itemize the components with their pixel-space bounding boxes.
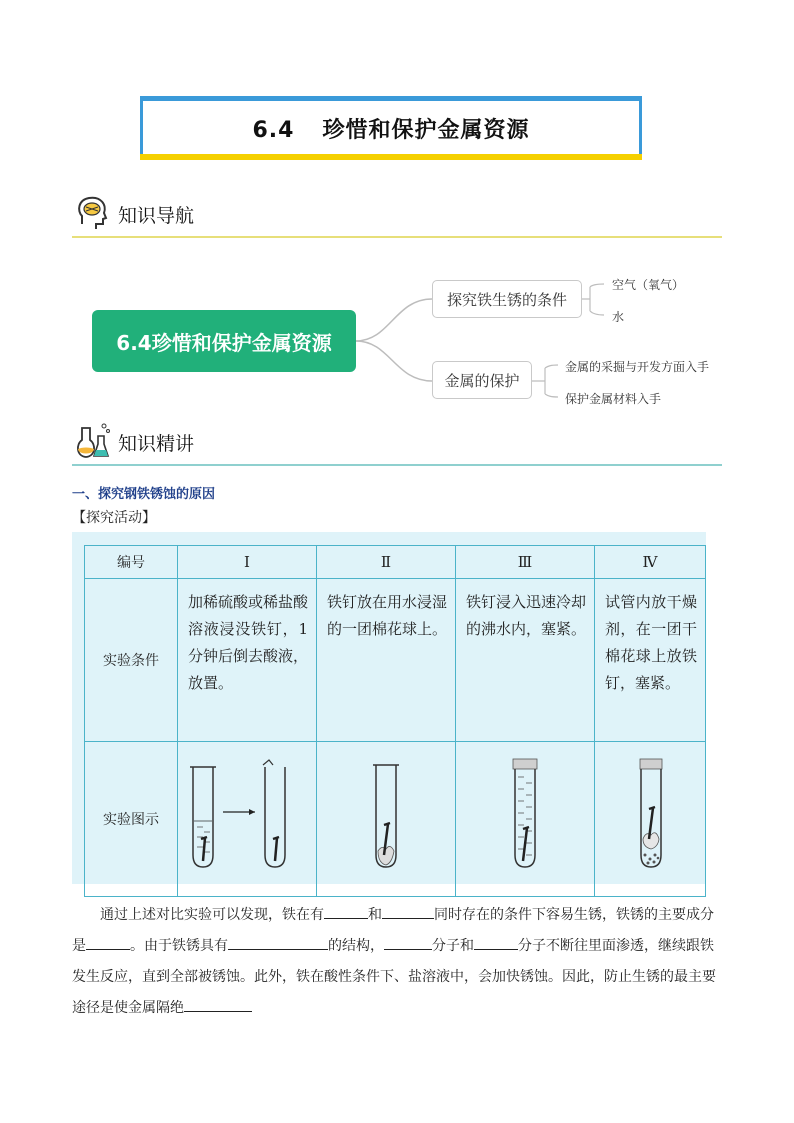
lab-flasks-icon (74, 422, 112, 460)
title-number: 6.4 (252, 117, 295, 143)
blank-2[interactable] (382, 904, 434, 919)
header-cell-id: 编号 (85, 546, 178, 579)
header-cell-3: Ⅲ (456, 546, 595, 579)
title-text: 珍惜和保护金属资源 (322, 117, 530, 143)
mindmap-branch-rust-conditions: 探究铁生锈的条件 (432, 280, 582, 318)
para-text: 同时存在的条件下容易生锈，铁锈的主要成分是 (72, 907, 714, 954)
para-text: 分子不断往里面渗透，继续跟铁发生反应，直到全部被锈蚀。此外，铁在酸性条件下、盐溶液中，会加快锈蚀。因此，防止生锈的最主要途径是使金属隔绝 (72, 938, 716, 1016)
test-tube-wet-cotton-figure (318, 743, 454, 891)
para-text: 和 (368, 907, 382, 923)
blank-1[interactable] (324, 904, 368, 919)
condition-cell-1: 加稀硫酸或稀盐酸溶液浸没铁钉，1分钟后倒去酸液，放置。 (178, 579, 317, 742)
test-tube-acid-figure (179, 743, 315, 891)
header-cell-1: Ⅰ (178, 546, 317, 579)
section-title: 知识导航 (118, 205, 195, 227)
condition-cell-4: 试管内放干燥剂，在一团干棉花球上放铁钉，塞紧。 (595, 579, 706, 742)
section-title: 知识精讲 (118, 433, 195, 455)
para-text: 分子和 (432, 938, 474, 954)
mindmap-root: 6.4珍惜和保护金属资源 (92, 310, 356, 372)
blank-6[interactable] (474, 935, 518, 950)
mindmap-leaf-mining: 金属的采掘与开发方面入手 (565, 360, 710, 374)
mindmap-leaf-water: 水 (612, 310, 625, 324)
experiment-table (84, 545, 706, 897)
mindmap-branch-metal-protection: 金属的保护 (432, 361, 532, 399)
blank-3[interactable] (86, 935, 130, 950)
para-text: 通过上述对比实验可以发现，铁在有 (100, 907, 324, 923)
test-tube-boiled-water-figure (457, 743, 593, 891)
image-cell-2 (317, 742, 456, 897)
row-label-conditions: 实验条件 (85, 579, 178, 742)
image-cell-4 (595, 742, 706, 897)
image-cell-3 (456, 742, 595, 897)
mindmap-leaf-material: 保护金属材料入手 (565, 392, 662, 406)
section-header-explanation (72, 422, 722, 466)
heading-activity: 【探究活动】 (72, 510, 156, 526)
blank-4[interactable] (228, 935, 328, 950)
condition-cell-2: 铁钉放在用水浸湿的一团棉花球上。 (317, 579, 456, 742)
blank-7[interactable] (184, 997, 252, 1012)
test-tube-dry-figure (596, 743, 704, 891)
heading-rust-causes: 一、探究钢铁锈蚀的原因 (72, 487, 216, 502)
para-text: 。由于铁锈具有 (130, 938, 228, 954)
header-cell-4: Ⅳ (595, 546, 706, 579)
table-header-row (85, 546, 706, 579)
row-label-images: 实验图示 (85, 742, 178, 897)
experiment-table-panel (72, 532, 706, 884)
blank-5[interactable] (384, 935, 432, 950)
para-text: 的结构， (328, 938, 384, 954)
condition-cell-3: 铁钉浸入迅速冷却的沸水内，塞紧。 (456, 579, 595, 742)
mindmap-leaf-air: 空气（氧气） (612, 278, 685, 292)
summary-paragraph (72, 900, 720, 1024)
table-row-images (85, 742, 706, 897)
header-cell-2: Ⅱ (317, 546, 456, 579)
table-row-conditions (85, 579, 706, 742)
image-cell-1 (178, 742, 317, 897)
